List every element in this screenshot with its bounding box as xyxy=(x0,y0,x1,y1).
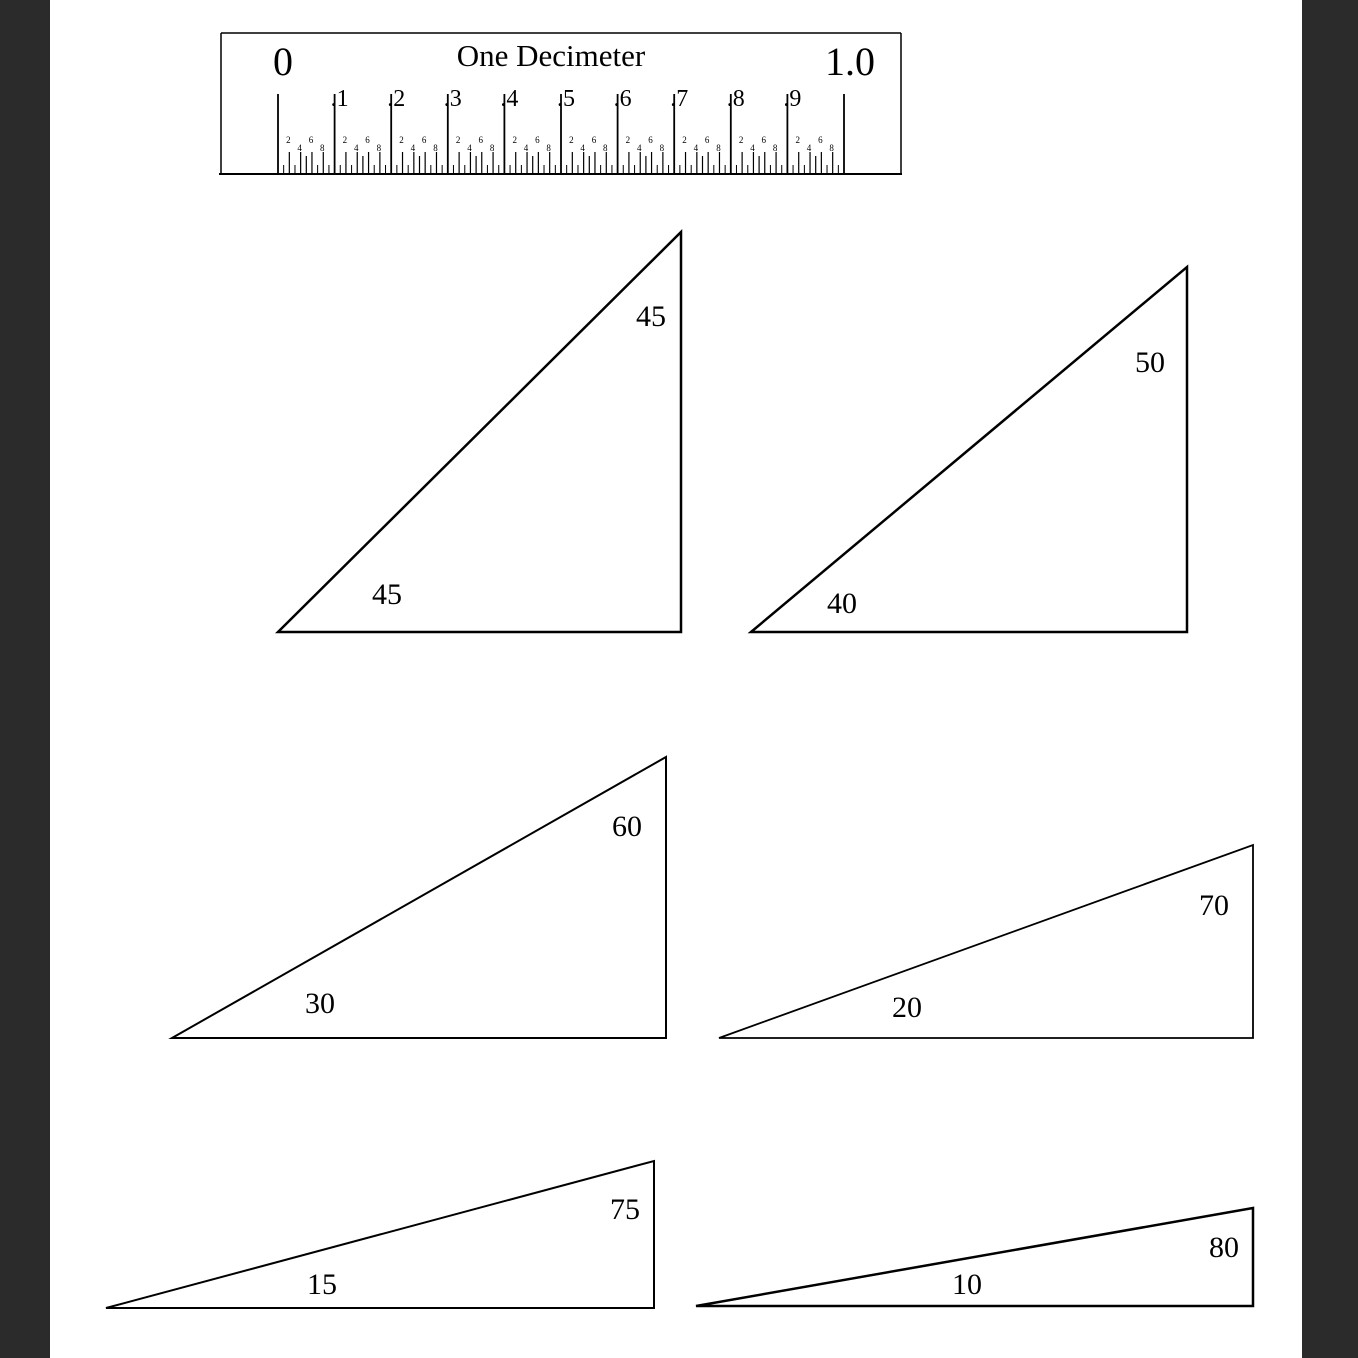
top-angle-label: 45 xyxy=(636,300,666,333)
ruler-tenth-labels xyxy=(331,86,802,112)
ruler-minor-label: 8 xyxy=(603,143,608,153)
ruler-minor-label: 2 xyxy=(342,135,348,145)
ruler-end-label: 1.0 xyxy=(825,39,875,84)
triangle-30-60 xyxy=(172,757,666,1038)
base-angle-label: 45 xyxy=(372,578,402,611)
triangle-outline xyxy=(172,757,666,1038)
ruler-minor-label: 4 xyxy=(353,143,359,153)
ruler-minor-label: 8 xyxy=(433,143,438,153)
ruler-tenth-label: .4 xyxy=(500,86,519,112)
ruler-minor-label: 6 xyxy=(704,135,710,145)
base-angle-label: 20 xyxy=(892,991,922,1024)
ruler-start-label: 0 xyxy=(273,39,293,84)
ruler-minor-label: 4 xyxy=(523,143,529,153)
ruler-minor-label: 4 xyxy=(693,143,699,153)
worksheet-canvas xyxy=(50,0,1302,1358)
ruler-minor-label: 4 xyxy=(806,143,812,153)
base-angle-label: 40 xyxy=(827,587,857,620)
ruler-title: One Decimeter xyxy=(456,38,646,73)
top-angle-label: 70 xyxy=(1199,889,1229,922)
ruler-minor-label: 6 xyxy=(535,135,540,145)
ruler-minor-label: 6 xyxy=(308,135,314,145)
ruler-minor-label: 8 xyxy=(376,143,382,153)
ruler-minor-label: 2 xyxy=(682,135,687,145)
base-angle-label: 10 xyxy=(952,1268,982,1301)
ruler-minor-label: 8 xyxy=(320,143,325,153)
ruler-minor-label: 2 xyxy=(455,135,461,145)
ruler-tenth-label: .9 xyxy=(783,86,802,112)
ruler-tenth-label: .5 xyxy=(557,86,575,112)
ruler-minor-label: 8 xyxy=(659,143,665,153)
base-angle-label: 30 xyxy=(305,987,335,1020)
ruler-tenth-label: .7 xyxy=(670,86,689,112)
triangle-outline xyxy=(106,1161,654,1308)
ruler-minor-label: 8 xyxy=(489,143,495,153)
top-angle-label: 75 xyxy=(610,1193,640,1226)
ruler-minor-label: 6 xyxy=(421,135,427,145)
ruler-minor-label: 6 xyxy=(591,135,597,145)
top-angle-label: 60 xyxy=(612,810,642,843)
top-angle-label: 50 xyxy=(1135,346,1165,379)
ruler-minor-label: 6 xyxy=(648,135,653,145)
ruler-minor-label: 6 xyxy=(761,135,767,145)
ruler-minor-label: 8 xyxy=(829,143,834,153)
ruler-tenth-label: .2 xyxy=(387,86,406,112)
ruler-minor-label: 2 xyxy=(795,135,800,145)
ruler-minor-label: 8 xyxy=(772,143,778,153)
triangle-outline xyxy=(751,267,1187,632)
ruler-minor-label: 4 xyxy=(636,143,642,153)
triangle-20-70 xyxy=(719,845,1253,1038)
ruler-tenth-label: .6 xyxy=(613,86,632,112)
ruler-minor-label: 2 xyxy=(625,135,631,145)
ruler-tenth-label: .3 xyxy=(443,86,462,112)
top-angle-label: 80 xyxy=(1209,1231,1239,1264)
ruler-minor-label: 4 xyxy=(750,143,755,153)
worksheet-page xyxy=(50,0,1302,1358)
ruler-minor-label: 2 xyxy=(738,135,744,145)
ruler-minor-label: 2 xyxy=(399,135,404,145)
triangle-outline xyxy=(719,845,1253,1038)
ruler-minor-label: 6 xyxy=(818,135,823,145)
triangle-45-45 xyxy=(278,232,681,632)
ruler-minor-label: 4 xyxy=(580,143,585,153)
ruler-minor-label: 2 xyxy=(512,135,517,145)
ruler-minor-label: 8 xyxy=(716,143,721,153)
ruler-minor-label: 4 xyxy=(467,143,472,153)
triangle-40-50 xyxy=(751,267,1187,632)
ruler-tenth-label: .8 xyxy=(726,86,745,112)
ruler-minor-label: 6 xyxy=(478,135,484,145)
ruler-minor-label: 4 xyxy=(297,143,302,153)
ruler-minor-label: 2 xyxy=(286,135,291,145)
decimeter-ruler xyxy=(219,33,902,174)
ruler-minor-label: 6 xyxy=(365,135,370,145)
ruler-minor-label: 4 xyxy=(410,143,416,153)
triangle-15-75 xyxy=(106,1161,654,1308)
ruler-minor-label: 8 xyxy=(546,143,551,153)
triangle-10-80 xyxy=(696,1208,1253,1306)
base-angle-label: 15 xyxy=(307,1268,337,1301)
triangle-outline xyxy=(278,232,681,632)
ruler-tenth-label: .1 xyxy=(330,86,349,112)
ruler-minor-label: 2 xyxy=(569,135,574,145)
